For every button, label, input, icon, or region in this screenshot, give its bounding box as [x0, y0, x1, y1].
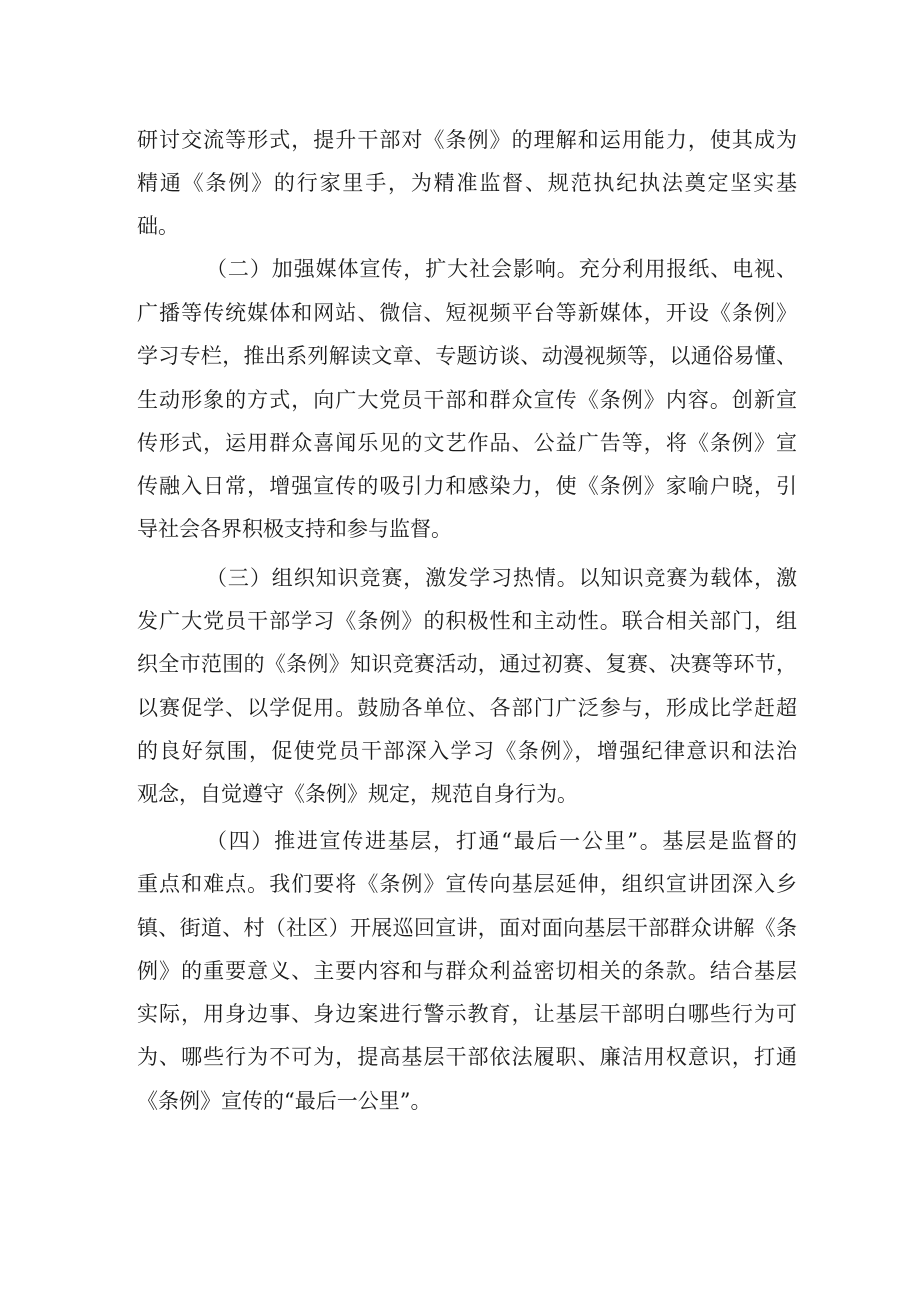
text-line: 例》的重要意义、主要内容和与群众利益密切相关的条款。结合基层: [137, 959, 797, 983]
text-line: 传形式，运用群众喜闻乐见的文艺作品、公益广告等，将《条例》宣: [137, 431, 797, 455]
text-line: 织全市范围的《条例》知识竞赛活动，通过初赛、复赛、决赛等环节，: [137, 652, 797, 676]
text-line: 发广大党员干部学习《条例》的积极性和主动性。联合相关部门，组: [137, 609, 797, 633]
text-line: 以赛促学、以学促用。鼓励各单位、各部门广泛参与，形成比学赶超: [137, 696, 797, 720]
text-line: （二）加强媒体宣传，扩大社会影响。充分利用报纸、电视、: [206, 257, 797, 281]
text-line: 导社会各界积极支持和参与监督。: [137, 517, 452, 541]
text-line: 的良好氛围，促使党员干部深入学习《条例》，增强纪律意识和法治: [137, 739, 797, 763]
text-line: 生动形象的方式，向广大党员干部和群众宣传《条例》内容。创新宣: [137, 388, 797, 412]
text-line: 础。: [137, 214, 179, 238]
text-line: 广播等传统媒体和网站、微信、短视频平台等新媒体，开设《条例》: [137, 301, 797, 325]
text-line: （四）推进宣传进基层，打通“最后一公里”。基层是监督的: [206, 829, 797, 853]
text-line: 研讨交流等形式，提升干部对《条例》的理解和运用能力，使其成为: [137, 128, 797, 152]
text-line: 《条例》宣传的“最后一公里”。: [137, 1089, 432, 1113]
text-line: 为、哪些行为不可为，提高基层干部依法履职、廉洁用权意识，打通: [137, 1045, 797, 1069]
text-line: 观念，自觉遵守《条例》规定，规范自身行为。: [137, 782, 578, 806]
text-line: 传融入日常，增强宣传的吸引力和感染力，使《条例》家喻户晓，引: [137, 474, 797, 498]
text-line: 实际，用身边事、身边案进行警示教育，让基层干部明白哪些行为可: [137, 1002, 797, 1026]
text-line: （三）组织知识竞赛，激发学习热情。以知识竞赛为载体，激: [206, 566, 797, 590]
text-line: 精通《条例》的行家里手，为精准监督、规范执纪执法奠定坚实基: [137, 171, 797, 195]
text-line: 学习专栏，推出系列解读文章、专题访谈、动漫视频等，以通俗易懂、: [137, 344, 797, 368]
text-line: 镇、街道、村（社区）开展巡回宣讲，面对面向基层干部群众讲解《条: [137, 916, 797, 940]
text-line: 重点和难点。我们要将《条例》宣传向基层延伸，组织宣讲团深入乡: [137, 872, 797, 896]
